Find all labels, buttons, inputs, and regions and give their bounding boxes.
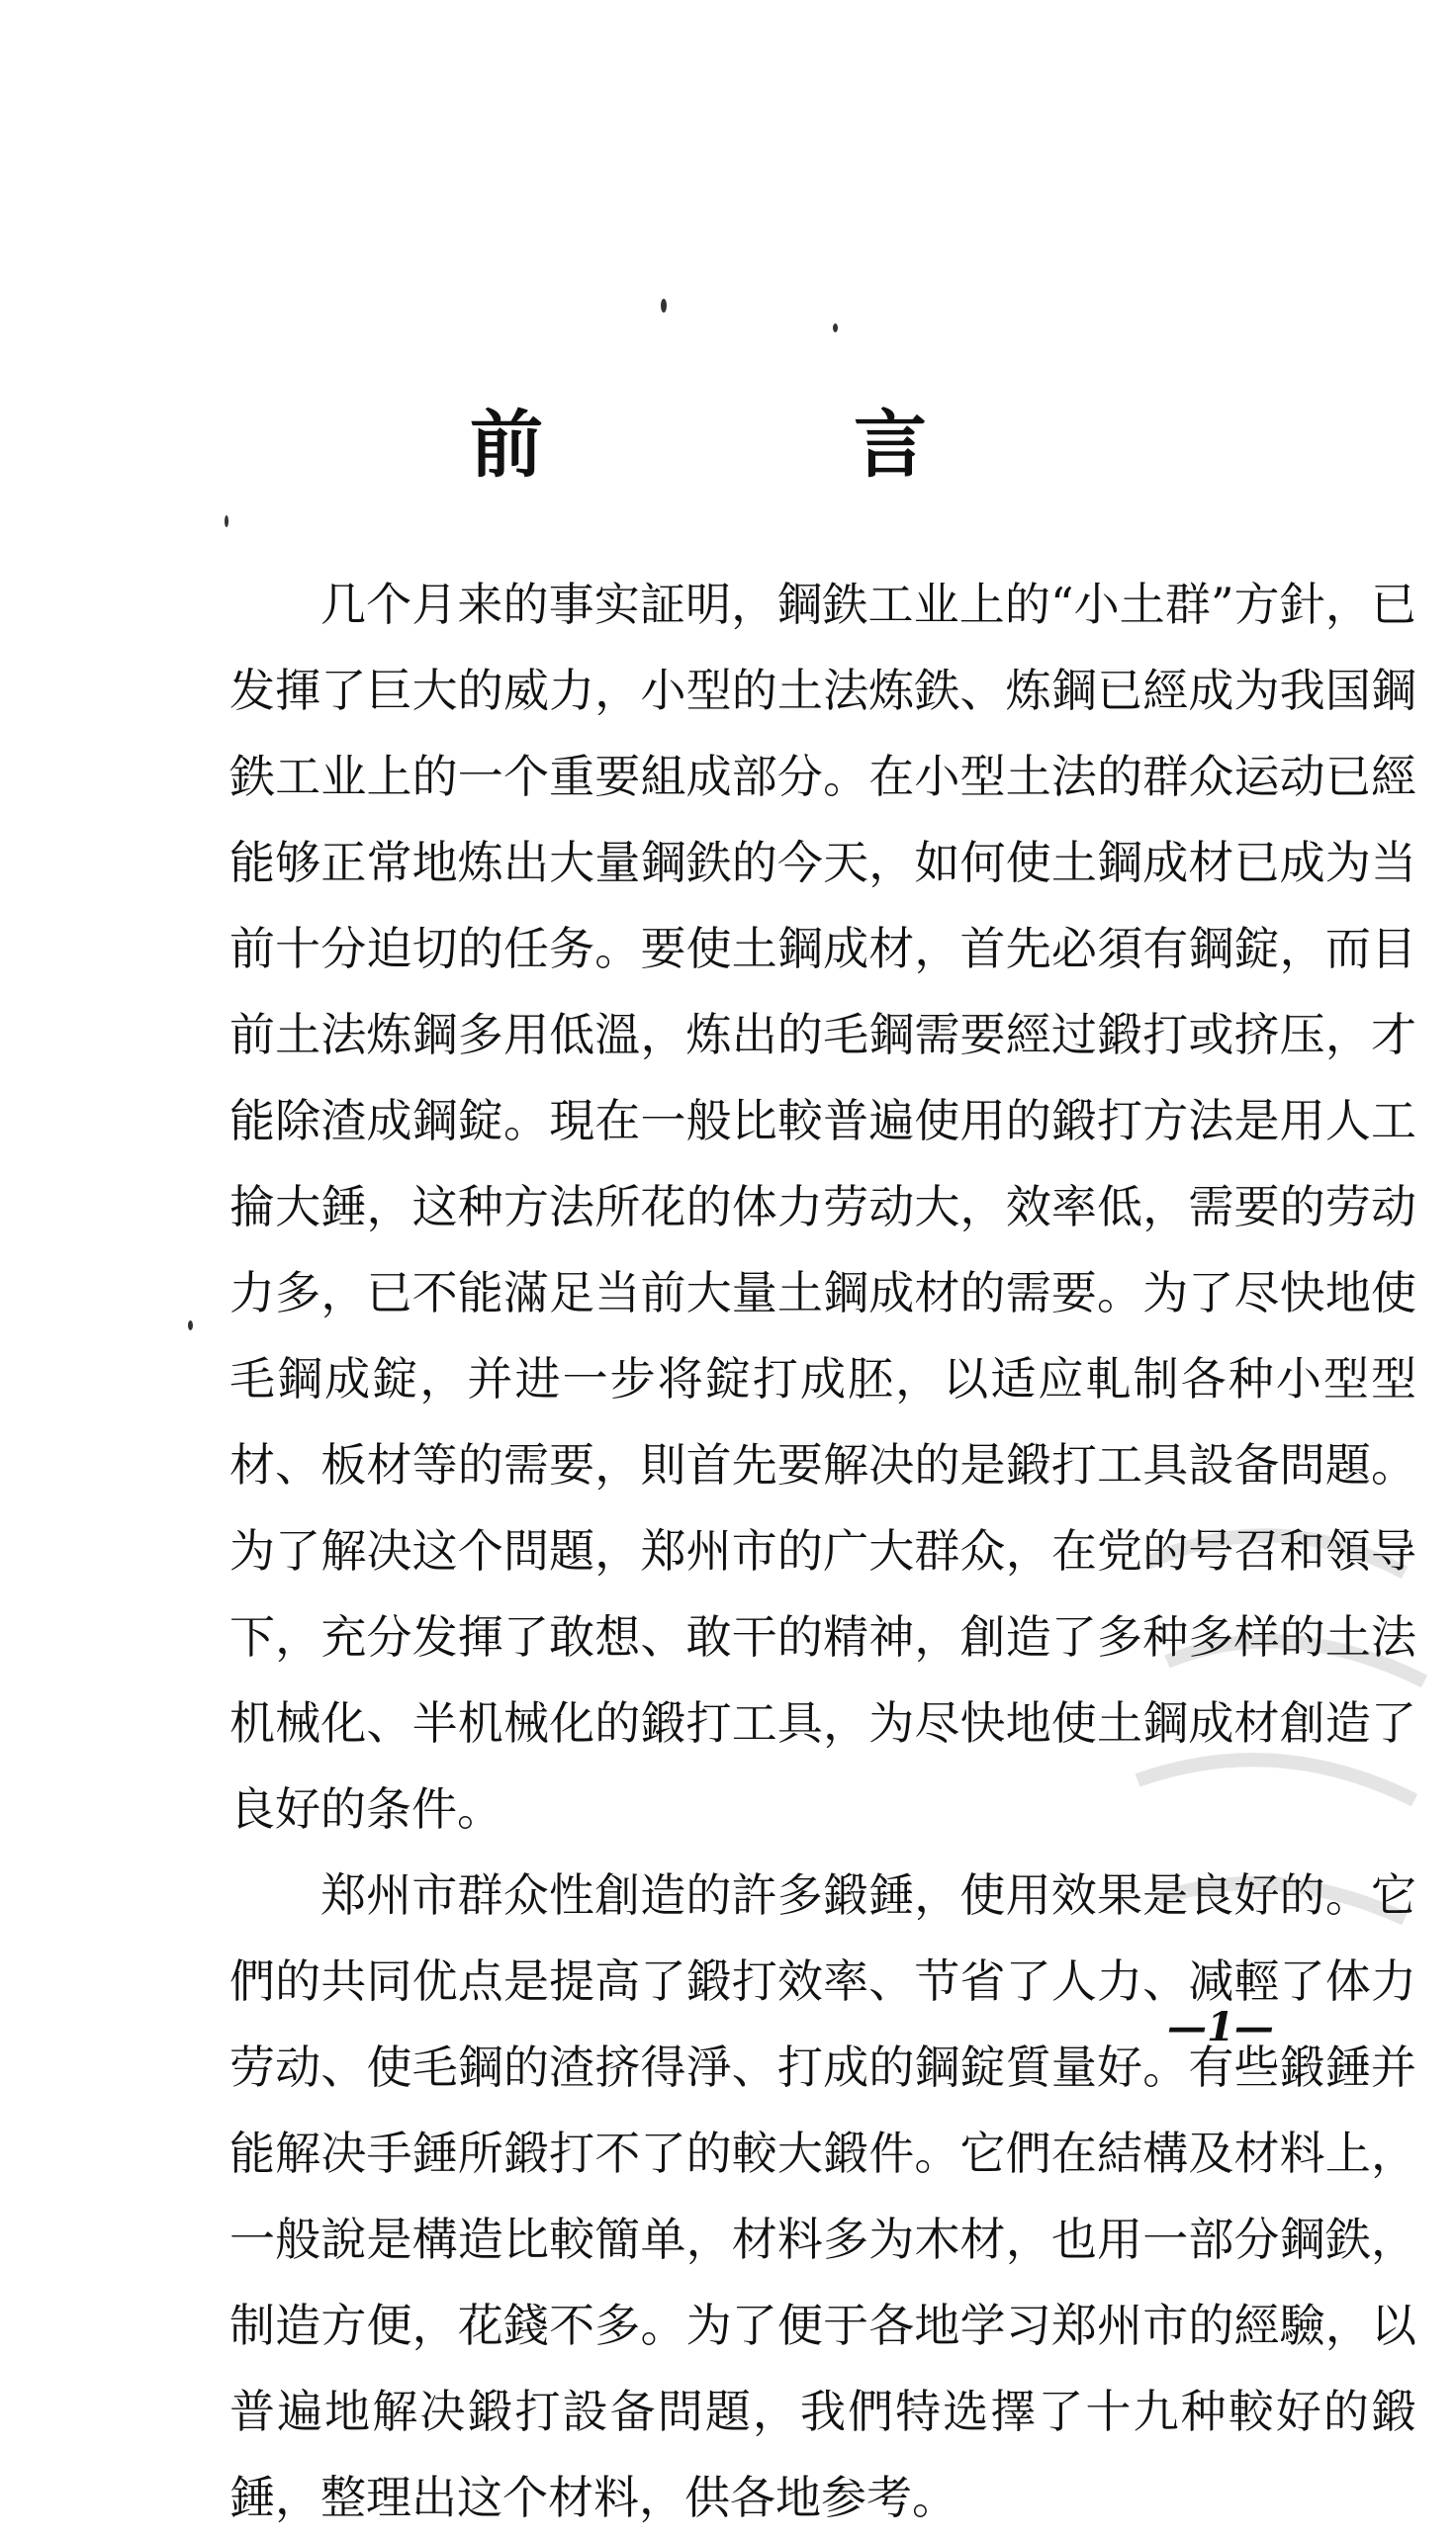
page-title: 前 言 — [470, 402, 1046, 488]
paragraph-1: 几个月来的事实証明，鋼鉄工业上的“小土群”方針，已发揮了巨大的威力，小型的土法炼鉄、炼鋼已經成为我国鋼鉄工业上的一个重要組成部分。在小型土法的群众运动已經能够正常地炼出大量鋼鉄的今天，如何使土鋼成材已成为当前十分迫切的任务。要使土鋼成材，首先必須有鋼錠，而目前土法炼鋼多用低溫，炼出的毛鋼需要經过鍛打或挤压，才能除渣成鋼錠。現在一般比較普遍使用的鍛打方法是用人工掄大錘，这种方法所花的体力劳动大，效率低，需要的劳动力多，已不能滿足当前大量土鋼成材的需要。为了尽快地使毛鋼成錠，并进一步将錠打成胚，以适应軋制各种小型型材、板材等的需要，則首先要解决的是鍛打工具設备問題。为了解决这个問題，郑州市的广大群众，在党的号召和領导下，充分发揮了敢想、敢干的精神，創造了多种多样的土法机械化、半机械化的鍛打工具，为尽快地使土鋼成材創造了良好的条件。 — [229, 578, 1416, 1836]
scan-speck — [188, 1320, 193, 1330]
scan-speck — [225, 515, 228, 527]
scan-speck — [661, 299, 667, 313]
paragraph-2: 郑州市群众性創造的許多鍛錘，使用效果是良好的。它們的共同优点是提高了鍛打效率、节省了人力、减輕了体力劳动、使毛鋼的渣挤得淨、打成的鋼錠質量好。有些鍛錘并能解决手錘所鍛打不了的較大鍛件。它們在結構及材料上，一般說是構造比較簡单，材料多为木材，也用一部分鋼鉄，制造方便，花錢不多。为了便于各地学习郑州市的經驗，以普遍地解决鍛打設备問題，我們特选擇了十九种較好的鍛錘，整理出这个材料，供各地参考。 — [229, 1868, 1416, 2524]
page-number: —1— — [1167, 2004, 1274, 2050]
scan-speck — [833, 323, 838, 332]
body-text — [229, 562, 1416, 2541]
